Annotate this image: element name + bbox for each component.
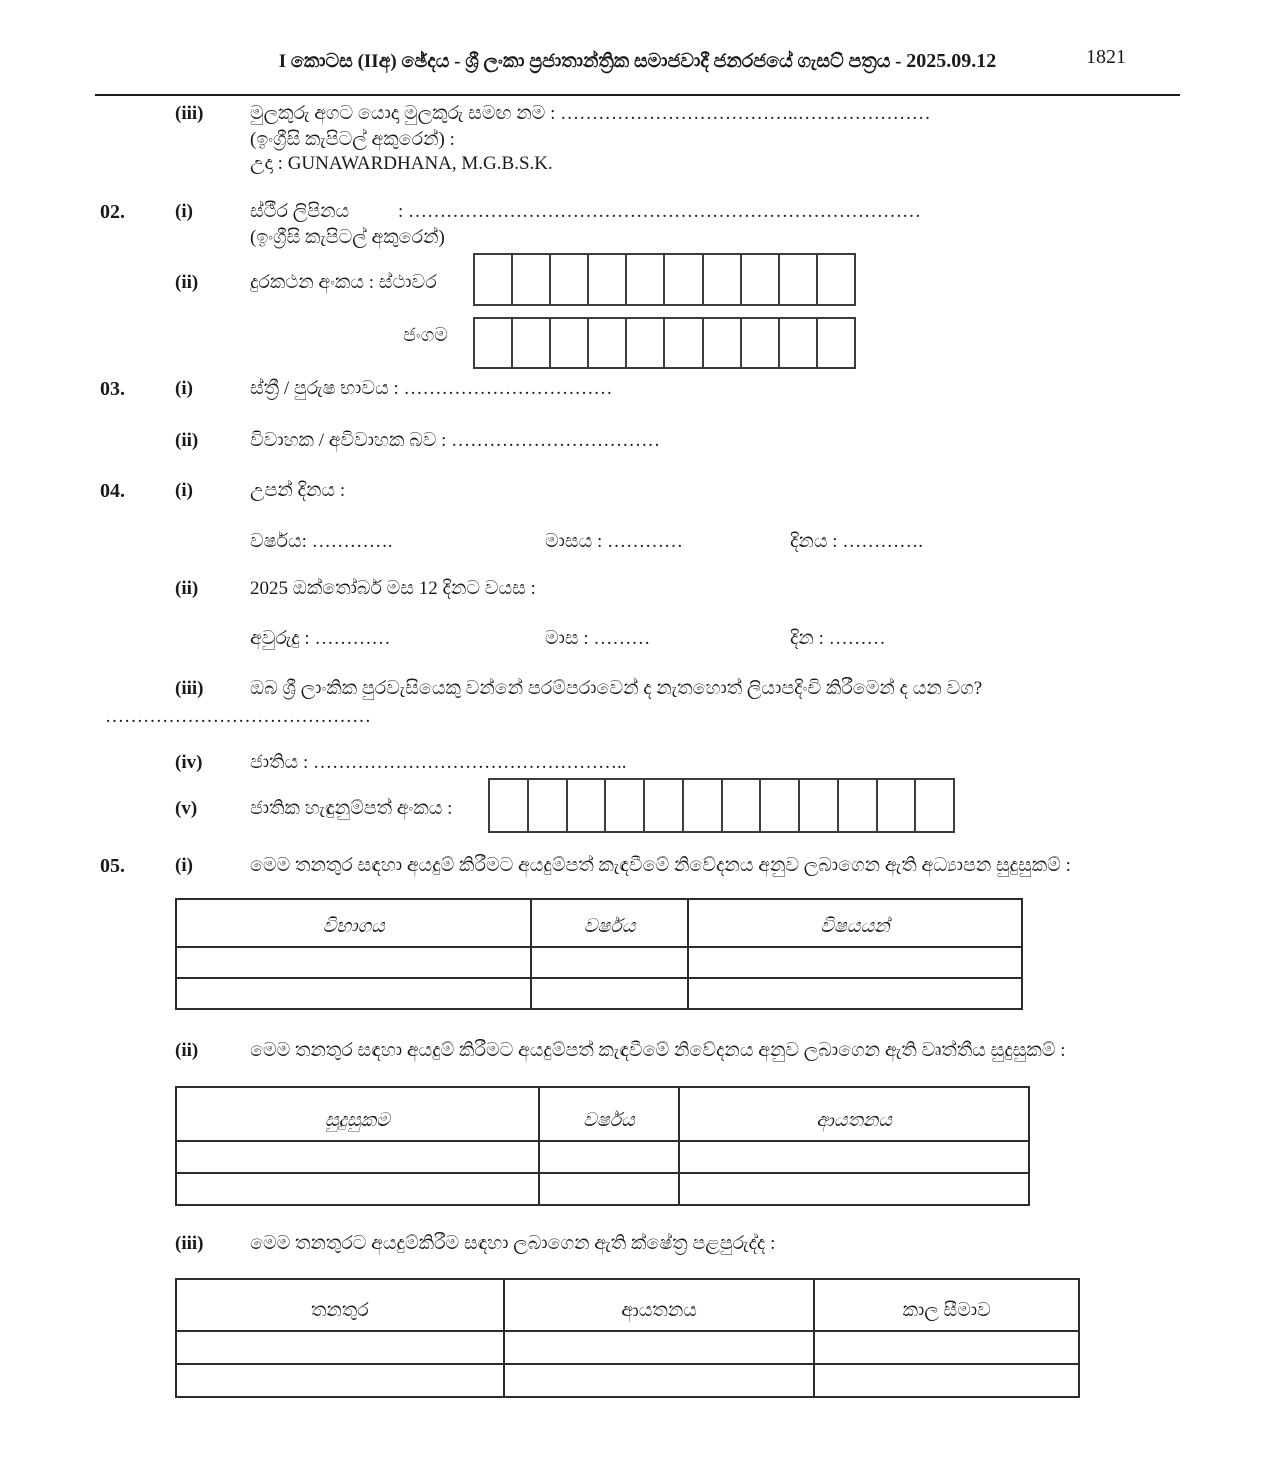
char-box[interactable]: [475, 319, 511, 367]
char-box[interactable]: [663, 255, 701, 304]
edu-table-header-subjects: විෂයයන්: [688, 899, 1022, 947]
char-box[interactable]: [837, 780, 876, 831]
char-box[interactable]: [759, 780, 798, 831]
professional-qualifications-table: [175, 1086, 1030, 1206]
char-box[interactable]: [778, 255, 816, 304]
char-box[interactable]: [527, 780, 566, 831]
phone-mobile-boxes: [473, 317, 856, 369]
phone-mobile-label: ජංගම: [403, 325, 448, 346]
education-qualifications-table: [175, 898, 1023, 1010]
age-years-blank[interactable]: අවුරුදු : …………: [250, 628, 391, 649]
table-cell-blank[interactable]: [176, 1331, 504, 1364]
address-capitals-note: (ඉංග්‍රීසි කැපිටල් අකුරෙන්): [250, 227, 445, 248]
table-row: [176, 1141, 1029, 1173]
char-box[interactable]: [702, 319, 740, 367]
table-cell-blank[interactable]: [176, 978, 531, 1009]
initials-capitals-note: (ඉංග්‍රීසි කැපිටල් අකුරෙන්) :: [250, 129, 455, 150]
exp-table-header-post: තනතුර: [176, 1279, 504, 1331]
q04-ii-label: (ii): [175, 578, 199, 599]
page-number: 1821: [1086, 46, 1126, 68]
char-box[interactable]: [566, 780, 605, 831]
exp-table-header-period: කාල සීමාව: [814, 1279, 1079, 1331]
char-box[interactable]: [490, 780, 527, 831]
char-box[interactable]: [511, 319, 549, 367]
char-box[interactable]: [740, 255, 778, 304]
table-row: [176, 978, 1022, 1009]
q05-ii-label: (ii): [175, 1040, 199, 1061]
table-row: [176, 1364, 1079, 1397]
dob-day-blank[interactable]: දිනය : ………….: [790, 531, 924, 552]
char-box[interactable]: [625, 319, 663, 367]
char-box[interactable]: [816, 255, 854, 304]
phone-fixed-label: දුරකථන අංකය : ස්ථාවර: [250, 272, 437, 293]
dob-year-blank[interactable]: වර්ෂය: ………….: [250, 531, 393, 552]
section-02-number: 02.: [100, 201, 125, 223]
edu-table-header-exam: විභාගය: [176, 899, 531, 947]
nic-number-boxes: [488, 778, 955, 833]
table-cell-blank[interactable]: [539, 1141, 680, 1173]
q04-i-label: (i): [175, 480, 193, 501]
nic-number-label: ජාතික හැඳුනුම්පත් අංකය :: [250, 798, 453, 819]
char-box[interactable]: [663, 319, 701, 367]
q02-i-label: (i): [175, 201, 193, 222]
q02-ii-label: (ii): [175, 272, 199, 293]
char-box[interactable]: [587, 255, 625, 304]
table-cell-blank[interactable]: [688, 947, 1022, 978]
permanent-address-blank[interactable]: : ………………………………………………………………………: [398, 201, 922, 222]
q04-v-label: (v): [175, 798, 198, 819]
table-cell-blank[interactable]: [814, 1331, 1079, 1364]
char-box[interactable]: [778, 319, 816, 367]
initials-example: උදා : GUNAWARDHANA, M.G.B.S.K.: [250, 153, 553, 174]
char-box[interactable]: [721, 780, 760, 831]
age-as-at-label: 2025 ඔක්තෝබර් මස 12 දිනට වයස :: [250, 578, 536, 599]
exp-table-header-institution: ආයතනය: [504, 1279, 815, 1331]
professional-qualifications-text: මෙම තනතුර සඳහා අයදුම් කිරීමට අයදුම්පත් කැඳවීමේ නිවේදනය අනුව ලබාගෙන ඇති වෘත්තීය සුදුසුකම් :: [250, 1040, 1066, 1061]
char-box[interactable]: [816, 319, 854, 367]
dob-month-blank[interactable]: මාසය : …………: [545, 531, 684, 552]
age-months-blank[interactable]: මාස : ………: [545, 628, 651, 649]
permanent-address-line: [250, 201, 921, 223]
table-cell-blank[interactable]: [531, 978, 688, 1009]
char-box[interactable]: [740, 319, 778, 367]
table-cell-blank[interactable]: [531, 947, 688, 978]
age-days-blank[interactable]: දින : ………: [790, 628, 886, 649]
field-experience-text: මෙම තනතුරට අයදුම්කිරීම සඳහා ලබාගෙන ඇති ක්ෂේත්‍ර පළපුරුද්ද :: [250, 1233, 776, 1254]
field-experience-table: [175, 1278, 1080, 1398]
char-box[interactable]: [625, 255, 663, 304]
char-box[interactable]: [475, 255, 511, 304]
char-box[interactable]: [798, 780, 837, 831]
header-title-text: I කොටස (IIඅ) ඡේදය - ශ්‍රී ලංකා ප්‍රජාතාන්ත්‍රික සමාජවාදී ජනරජයේ ගැසට් පත්‍රය -: [278, 51, 907, 72]
header-date: 2025.09.12: [906, 50, 997, 72]
dob-label: උපන් දිනය :: [250, 480, 346, 501]
q03-ii-label: (ii): [175, 430, 199, 451]
page-header-title: [0, 50, 1275, 73]
section-04-number: 04.: [100, 480, 125, 502]
permanent-address-label: ස්ථීර ලිපිනය: [250, 201, 350, 222]
q03-i-label: (i): [175, 378, 193, 399]
char-box[interactable]: [511, 255, 549, 304]
char-box[interactable]: [643, 780, 682, 831]
table-cell-blank[interactable]: [176, 1364, 504, 1397]
table-cell-blank[interactable]: [679, 1141, 1029, 1173]
gender-line[interactable]: ස්ත්‍රී / පුරුෂ භාවය : ……………………………: [250, 378, 613, 399]
char-box[interactable]: [914, 780, 953, 831]
table-cell-blank[interactable]: [504, 1331, 815, 1364]
table-cell-blank[interactable]: [688, 978, 1022, 1009]
char-box[interactable]: [587, 319, 625, 367]
table-row: [176, 1331, 1079, 1364]
table-cell-blank[interactable]: [814, 1364, 1079, 1397]
char-box[interactable]: [702, 255, 740, 304]
phone-fixed-boxes: [473, 253, 856, 306]
char-box[interactable]: [549, 319, 587, 367]
table-cell-blank[interactable]: [539, 1173, 680, 1205]
education-qualifications-text: මෙම තනතුර සඳහා අයදුම් කිරීමට අයදුම්පත් කැඳවීමේ නිවේදනය අනුව ලබාගෙන ඇති අධ්‍යාපන සුදුසුකම් :: [250, 855, 1071, 876]
prof-table-header-year: වර්ෂය: [539, 1087, 680, 1141]
q05-i-label: (i): [175, 855, 193, 876]
marital-status-line[interactable]: විවාහක / අවිවාහක බව : ……………………………: [250, 430, 661, 451]
q04-iv-label: (iv): [175, 752, 203, 773]
prof-table-header-qualification: සුදුසුකම: [176, 1087, 539, 1141]
char-box[interactable]: [604, 780, 643, 831]
q04-iii-label: (iii): [175, 678, 204, 699]
citizenship-answer-blank[interactable]: ……………………………………: [105, 706, 371, 727]
table-cell-blank[interactable]: [679, 1173, 1029, 1205]
table-cell-blank[interactable]: [176, 1173, 539, 1205]
char-box[interactable]: [682, 780, 721, 831]
citizenship-question: ඔබ ශ්‍රී ලාංකික පුරවැසියෙකු වන්නේ පරම්පරාවෙන් ද නැතහොත් ලියාපදිංචි කිරීමෙන් ද යන වග?: [250, 678, 983, 699]
table-cell-blank[interactable]: [504, 1364, 815, 1397]
item-iii-label: (iii): [175, 103, 204, 124]
q05-iii-label: (iii): [175, 1233, 204, 1254]
table-cell-blank[interactable]: [176, 1141, 539, 1173]
char-box[interactable]: [876, 780, 915, 831]
table-row: [176, 1173, 1029, 1205]
section-05-number: 05.: [100, 855, 125, 877]
header-rule: [95, 94, 1180, 96]
prof-table-header-institution: ආයතනය: [679, 1087, 1029, 1141]
initials-name-line[interactable]: මුලකුරු අගට යොදා මුලකුරු සමඟ නම : ………………………………..…………………: [250, 103, 931, 124]
edu-table-header-year: වර්ෂය: [531, 899, 688, 947]
char-box[interactable]: [549, 255, 587, 304]
table-row: [176, 947, 1022, 978]
ethnicity-line[interactable]: ජාතිය : …………………………………………..: [250, 752, 627, 773]
table-cell-blank[interactable]: [176, 947, 531, 978]
section-03-number: 03.: [100, 378, 125, 400]
